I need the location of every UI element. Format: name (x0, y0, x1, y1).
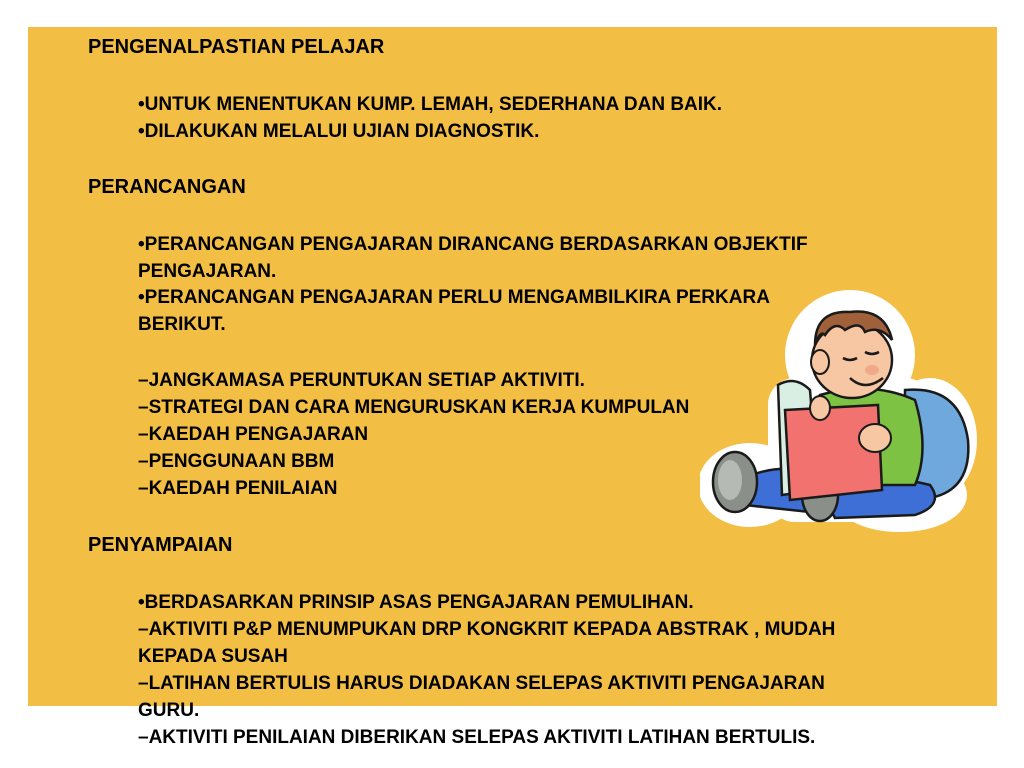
bullet-line: •UNTUK MENENTUKAN KUMP. LEMAH, SEDERHANA DAN BAIK. (138, 94, 723, 115)
sub-bullet-line: GURU. (138, 700, 200, 721)
bullet-line: •PERANCANGAN PENGAJARAN DIRANCANG BERDASARKAN OBJEKTIF (138, 234, 808, 255)
sub-bullet-line: –LATIHAN BERTULIS HARUS DIADAKAN SELEPAS AKTIVITI PENGAJARAN (138, 673, 825, 694)
sub-bullet-line: –AKTIVITI PENILAIAN DIBERIKAN SELEPAS AKTIVITI LATIHAN BERTULIS. (138, 727, 816, 748)
bullet-line: •BERDASARKAN PRINSIP ASAS PENGAJARAN PEMULIHAN. (138, 592, 694, 613)
section-heading-perancangan: PERANCANGAN (88, 176, 246, 198)
boy-reading-book-icon (700, 290, 985, 535)
sub-bullet-line: –PENGGUNAAN BBM (138, 451, 335, 472)
section-heading-pengenalpastian: PENGENALPASTIAN PELAJAR (88, 36, 385, 58)
sub-bullet-line: KEPADA SUSAH (138, 646, 288, 667)
bullet-line: PENGAJARAN. (138, 261, 277, 282)
sub-bullet-line: –AKTIVITI P&P MENUMPUKAN DRP KONGKRIT KEPADA ABSTRAK , MUDAH (138, 619, 836, 640)
bullet-line: •DILAKUKAN MELALUI UJIAN DIAGNOSTIK. (138, 121, 540, 142)
sub-bullet-line: –JANGKAMASA PERUNTUKAN SETIAP AKTIVITI. (138, 370, 585, 391)
sub-bullet-line: –KAEDAH PENGAJARAN (138, 424, 369, 445)
sub-bullet-line: –STRATEGI DAN CARA MENGURUSKAN KERJA KUMPULAN (138, 397, 690, 418)
bullet-line: •PERANCANGAN PENGAJARAN PERLU MENGAMBILKIRA PERKARA (138, 287, 770, 308)
sub-bullet-line: –KAEDAH PENILAIAN (138, 478, 338, 499)
bullet-line: BERIKUT. (138, 314, 226, 335)
section-heading-penyampaian: PENYAMPAIAN (88, 534, 233, 556)
